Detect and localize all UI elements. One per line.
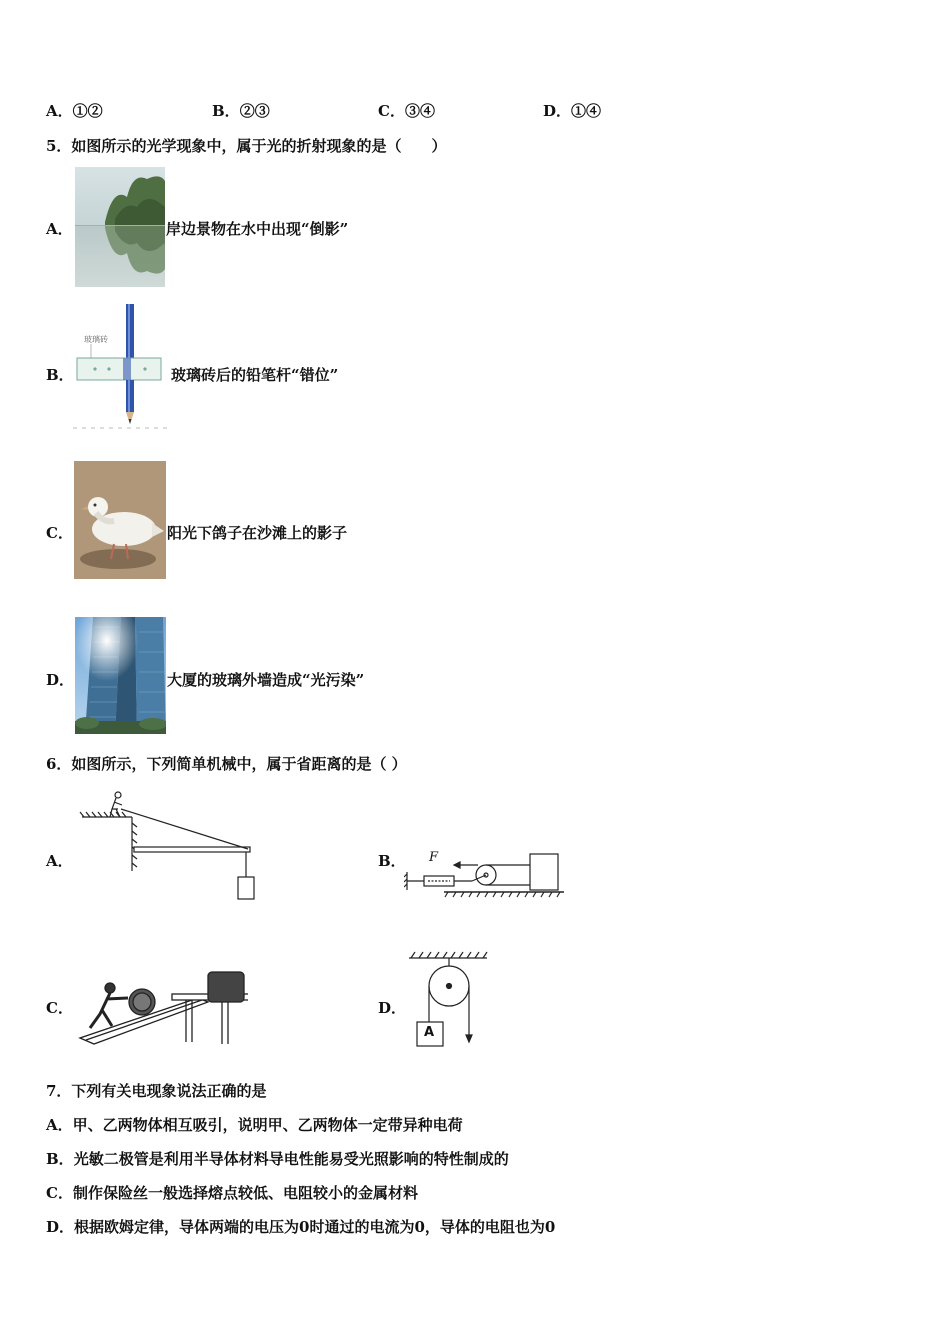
q6-image-lever — [78, 787, 260, 903]
q7-option-d: D．根据欧姆定律，导体两端的电压为0时通过的电流为0，导体的电阻也为0 — [46, 1218, 556, 1236]
q6-option-c-letter: C． — [46, 999, 73, 1017]
q6-option-d-letter: D． — [378, 999, 407, 1017]
q5-option-d-letter: D． — [46, 671, 75, 689]
q6-force-label-f: F — [429, 850, 439, 865]
q6-stem: 6．如图所示，下列简单机械中，属于省距离的是（ ） — [46, 755, 407, 773]
q6-option-b-letter: B． — [378, 852, 406, 870]
q5-stem: 5．如图所示的光学现象中，属于光的折射现象的是（ ） — [46, 137, 447, 155]
q5-image-glass-building — [75, 617, 166, 734]
q5-option-c-text: 阳光下鸽子在沙滩上的影子 — [167, 524, 348, 542]
q4-option-d: D．①④ — [543, 102, 602, 120]
q7-option-b: B．光敏二极管是利用半导体材料导电性能易受光照影响的特性制成的 — [46, 1150, 509, 1168]
q4-option-a: A．①② — [46, 102, 103, 120]
q5-option-a-letter: A． — [46, 220, 73, 238]
q6-option-a-letter: A． — [46, 852, 73, 870]
q5-option-a-text: 岸边景物在水中出现“倒影” — [166, 220, 349, 238]
q5-option-c-letter: C． — [46, 524, 73, 542]
q5-image-pigeon-shadow — [74, 461, 166, 579]
q4-option-b: B．②③ — [212, 102, 270, 120]
q6-image-inclined-plane — [76, 966, 248, 1048]
q5-option-b-letter: B． — [46, 366, 74, 384]
q5-option-d-text: 大厦的玻璃外墙造成“光污染” — [167, 671, 365, 689]
q5-image-lake-reflection — [75, 167, 165, 287]
q4-option-c: C．③④ — [378, 102, 435, 120]
q7-option-c: C．制作保险丝一般选择熔点较低、电阻较小的金属材料 — [46, 1184, 418, 1202]
q5-image-pencil-glass — [73, 302, 169, 430]
q6-image-fixed-pulley — [405, 950, 491, 1052]
q7-stem: 7．下列有关电现象说法正确的是 — [46, 1082, 267, 1100]
q7-option-a: A．甲、乙两物体相互吸引，说明甲、乙两物体一定带异种电荷 — [46, 1116, 463, 1134]
q5-image-label-glass: 玻璃砖 — [84, 335, 108, 344]
q6-image-horizontal-pulley — [404, 848, 564, 900]
q5-option-b-text: 玻璃砖后的铅笔杆“错位” — [171, 366, 339, 384]
q6-block-label-a: A — [424, 1025, 435, 1040]
